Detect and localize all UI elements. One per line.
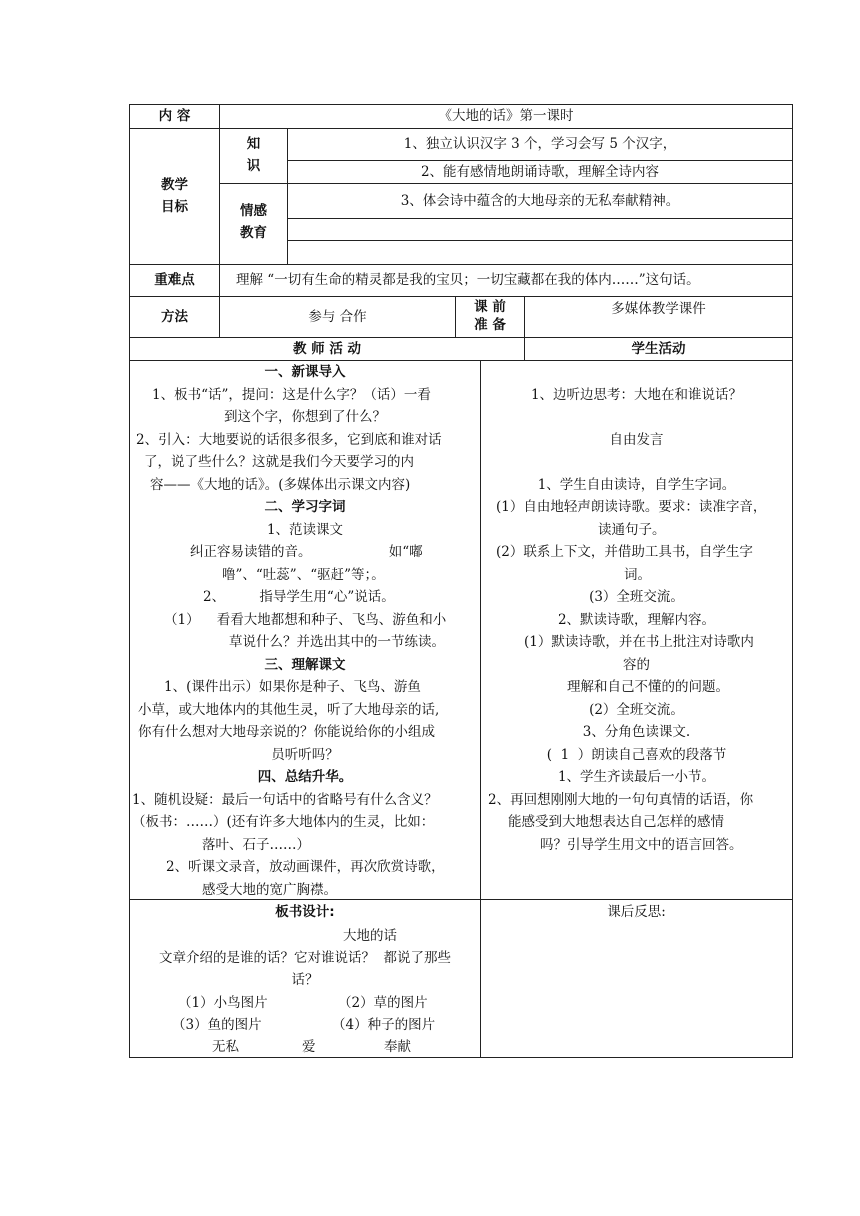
student-line: 3、分角色读课文. bbox=[582, 724, 691, 740]
teacher-line: 2、听课文录音，放动画课件，再次欣赏诗歌， bbox=[166, 859, 445, 875]
board-question bbox=[130, 947, 480, 991]
teacher-line: 了，说了些什么？这就是我们今天要学习的内 bbox=[144, 454, 414, 470]
student-line: 1、学生自由读诗，自学生字词。 bbox=[537, 477, 736, 493]
rule bbox=[129, 128, 793, 129]
difficulty-label: 重难点 bbox=[154, 272, 195, 288]
teacher-line: 一、新课导入 bbox=[264, 364, 346, 380]
goal-item: 2、能有感情地朗诵诗歌，理解全诗内容 bbox=[420, 164, 660, 180]
emotion-label-line: 教育 bbox=[240, 225, 267, 241]
prep-label-line: 准 备 bbox=[474, 317, 506, 333]
knowledge-label bbox=[220, 133, 287, 177]
student-line: 1、边听边思考：大地在和谁说话？ bbox=[530, 387, 743, 403]
student-line: 容的 bbox=[623, 657, 650, 673]
content-label: 内 容 bbox=[158, 108, 191, 124]
teacher-line: 小草，或大地体内的其他生灵，听了大地母亲的话, bbox=[138, 702, 440, 718]
student-line: 2、再回想刚刚大地的一句句真情的话语，你 bbox=[488, 792, 754, 808]
rule bbox=[219, 183, 793, 184]
prep-label bbox=[456, 298, 524, 334]
prep-value: 多媒体教学课件 bbox=[611, 301, 706, 317]
difficulty-value: 理解 “一切有生命的精灵都是我的宝贝；一切宝藏都在我的体内……”这句话。 bbox=[236, 272, 700, 288]
board-item: （3）鱼的图片 bbox=[172, 1017, 262, 1033]
student-line: 2、默读诗歌，理解内容。 bbox=[557, 612, 716, 628]
teacher-activity-header: 教 师 活 动 bbox=[292, 341, 362, 357]
board-word: 爱 bbox=[302, 1039, 316, 1055]
student-activity-header: 学生活动 bbox=[631, 341, 686, 357]
teacher-line: （板书：……）(还有许多大地体内的生灵，比如： bbox=[132, 814, 435, 830]
teacher-line: 落叶、石子……） bbox=[202, 837, 310, 853]
lesson-title: 《大地的话》第一课时 bbox=[438, 108, 574, 124]
emotion-label-line: 情感 bbox=[240, 203, 267, 219]
teacher-line: 噜”、“吐蕊”、“驱赶”等；。 bbox=[222, 567, 385, 583]
student-line: (2）联系上下文，并借助工具书，自学生字 bbox=[496, 544, 753, 560]
student-line: (1）默读诗歌，并在书上批注对诗歌内 bbox=[524, 634, 754, 650]
student-line: (1）自由地轻声朗读诗歌。要求：读准字音， bbox=[496, 499, 767, 515]
goals-label-line: 教学 bbox=[161, 177, 188, 193]
knowledge-label-line: 识 bbox=[246, 158, 261, 174]
teacher-line: 草说什么？并选出其中的一节练读。 bbox=[229, 634, 445, 650]
teacher-line: 1、板书“话”，提问：这是什么字？（话）一看 bbox=[152, 387, 431, 403]
board-item: （2）草的图片 bbox=[338, 995, 428, 1011]
board-question-line: 文章介绍的是谁的话？它对谁说话？ 都说了那些 bbox=[158, 950, 452, 966]
teacher-line: 纠正容易读错的音。 如“嘟 bbox=[190, 544, 423, 560]
teacher-line: 二、学习字词 bbox=[264, 499, 346, 515]
board-word: 无私 bbox=[212, 1039, 239, 1055]
goals-label bbox=[130, 174, 219, 218]
board-question-line: 话？ bbox=[291, 972, 319, 988]
rule bbox=[129, 264, 793, 265]
teacher-line: 你有什么想对大地母亲说的？你能说给你的小组成 bbox=[138, 724, 435, 740]
knowledge-label-line: 知 bbox=[246, 136, 261, 152]
teacher-line: 三、理解课文 bbox=[264, 657, 346, 673]
student-line: 1、学生齐读最后一小节。 bbox=[557, 769, 716, 785]
teacher-line: 1、随机设疑：最后一句话中的省略号有什么含义？ bbox=[132, 792, 438, 808]
student-line: (2）全班交流。 bbox=[589, 702, 684, 718]
rule bbox=[792, 104, 793, 1058]
method-label: 方法 bbox=[161, 309, 188, 325]
board-word: 奉献 bbox=[384, 1039, 411, 1055]
teacher-line: 2、引入：大地要说的话很多很多，它到底和谁对话 bbox=[136, 432, 442, 448]
prep-label-line: 课 前 bbox=[474, 299, 506, 315]
board-item: （4）种子的图片 bbox=[332, 1017, 436, 1033]
emotion-label bbox=[220, 200, 287, 244]
rule bbox=[287, 240, 793, 241]
reflection-header: 课后反思: bbox=[607, 904, 666, 920]
rule bbox=[287, 218, 793, 219]
student-line: 词。 bbox=[624, 567, 651, 583]
goals-label-line: 目标 bbox=[161, 199, 188, 215]
rule bbox=[129, 296, 793, 297]
board-design-header: 板书设计: bbox=[275, 904, 335, 920]
teacher-line: 2、 指导学生用“心”说话。 bbox=[203, 589, 395, 605]
teacher-line: 感受大地的宽广胸襟。 bbox=[202, 882, 337, 898]
student-line: 能感受到大地想表达自己怎样的感情 bbox=[508, 814, 724, 830]
student-line: ( 1 ）朗读自己喜欢的段落节 bbox=[546, 747, 727, 763]
student-line: (3）全班交流。 bbox=[589, 589, 684, 605]
teacher-line: （1） 看看大地都想和种子、飞鸟、游鱼和小 bbox=[164, 612, 447, 628]
method-value: 参与 合作 bbox=[308, 309, 367, 325]
board-item: （1）小鸟图片 bbox=[178, 995, 268, 1011]
goal-item: 1、独立认识汉字 3 个，学习会写 5 个汉字， bbox=[403, 136, 677, 152]
teacher-line: 四、总结升华。 bbox=[257, 769, 353, 785]
teacher-line: 容——《大地的话》。(多媒体出示课文内容) bbox=[150, 477, 411, 493]
student-line: 理解和自己不懂的的问题。 bbox=[567, 679, 729, 695]
goal-item: 3、体会诗中蕴含的大地母亲的无私奉献精神。 bbox=[400, 193, 680, 209]
student-line: 自由发言 bbox=[609, 432, 664, 448]
teacher-line: 1、(课件出示）如果你是种子、飞鸟、游鱼 bbox=[164, 679, 421, 695]
teacher-line: 到这个字，你想到了什么？ bbox=[224, 409, 386, 425]
student-line: 吗？引导学生用文中的语言回答。 bbox=[540, 837, 743, 853]
student-line: 读通句子。 bbox=[598, 522, 666, 538]
board-title: 大地的话 bbox=[343, 928, 397, 944]
teacher-line: 员听听吗？ bbox=[271, 747, 339, 763]
teacher-line: 1、范读课文 bbox=[266, 522, 344, 538]
